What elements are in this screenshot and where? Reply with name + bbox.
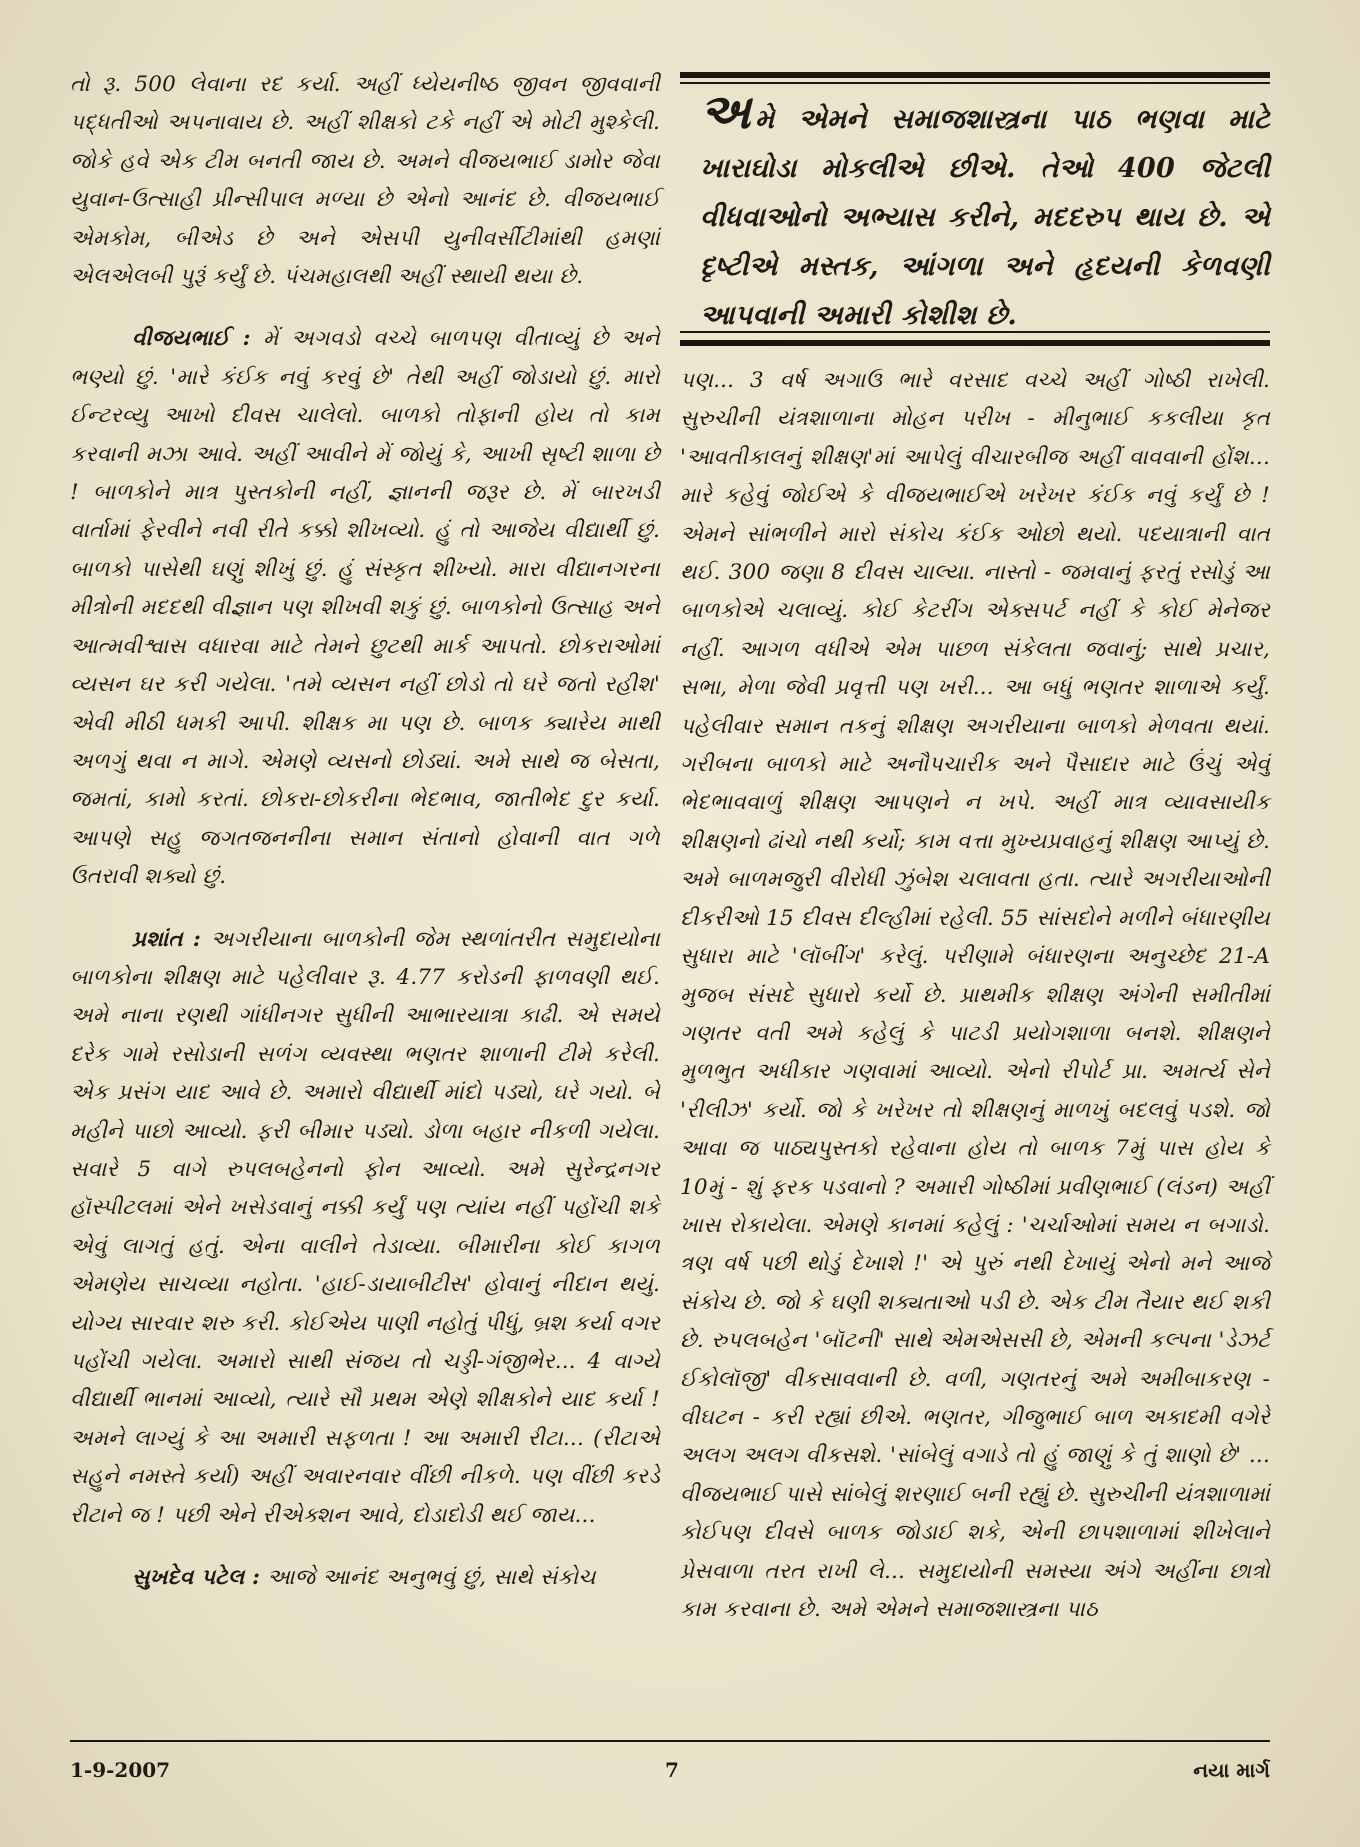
paragraph-text: અગરીયાના બાળકોની જેમ સ્થળાંતરીત સમુદાયોના બાળકોના શીક્ષણ માટે પહેલીવાર રૂ. 4.77 કરોડની ફાળવણી થઈ. અમે નાના રણથી ગાંધીનગર સુધીની આભારયાત્રા કાઢી. એ સમયે દરેક ગામે રસોડાની સળંગ વ્યવસ્થા ભણતર શાળાની ટીમે કરેલી. એક પ્રસંગ યાદ આવે છે. અમારો વીદ્યાર્થી માંદો પડ્યો, ઘરે ગયો. બે મહીને પાછો આવ્યો. ફરી બીમાર પડ્યો. ડોળા બહાર નીકળી ગયેલા. સવારે 5 વાગે રુપલબહેનનો ફોન આવ્યો. અમે સુરેન્દ્રનગર હૉસ્પીટલમાં એને ખસેડવાનું નક્કી કર્યું પણ ત્યાંય નહીં પહોંચી શકે એવું લાગતું હતું. એના વાલીને તેડાવ્યા. બીમારીના કોઈ કાગળ એમણેય સાચવ્યા નહોતા. 'હાઈ-ડાયાબીટીસ' હોવાનું નીદાન થયું. યોગ્ય સારવાર શરુ કરી. કોઈએય પાણી નહોતું પીધું, બ્રશ કર્યા વગર પહોંચી ગયેલા. અમારો સાથી સંજય તો ચડ્ડી-ગંજીભેર... 4 વાગ્યે વીદ્યાર્થી ભાનમાં આવ્યો, ત્યારે સૌ પ્રથમ એણે શીક્ષકોને યાદ કર્યા ! અમને લાગ્યું કે આ અમારી સફળતા ! આ અમારી રીટા... (રીટાએ સહુને નમસ્તે કર્યા) અહીં અવારનવાર વીંછી નીકળે. પણ વીંછી કરડે રીટાને જ ! પછી એને રીએક્શન આવે, દોડાદોડી થઈ જાય...	[70, 926, 660, 1528]
pull-quote-text: મે એમને સમાજશાસ્ત્રના પાઠ ભણવા માટે ખારાઘોડા મોકલીએ છીએ. તેઓ 400 જેટલી વીધવાઓનો અભ્યાસ કરીને, મદદરુપ થાય છે. એ દૃષ્ટીએ મસ્તક, આંગળા અને હૃદયની કેળવણી આપવાની અમારી કોશીશ છે.	[700, 104, 1270, 331]
left-paragraph-2	[70, 320, 660, 896]
footer-date: 1-9-2007	[70, 1758, 171, 1782]
callout-top-rule-thin	[680, 82, 1270, 84]
right-paragraph-1: પણ... 3 વર્ષ અગાઉ ભારે વરસાદ વચ્ચે અહીં ગોષ્ઠી રાખેલી. સુરુચીની યંત્રશાળાના મોહન પરીખ - મીનુભાઈ કકલીયા કૃત 'આવતીકાલનું શીક્ષણ'માં આપેલું વીચારબીજ અહીં વાવવાની હોંશ... મારે કહેવું જોઈએ કે વીજયભાઈએ ખરેખર કંઈક નવું કર્યું છે ! એમને સાંભળીને મારો સંકોચ કંઈક ઓછો થયો. પદયાત્રાની વાત થઈ. 300 જણા 8 દીવસ ચાલ્યા. નાસ્તો - જમવાનું ફરતું રસોડું આ બાળકોએ ચલાવ્યું. કોઈ કેટરીંગ એક્સપર્ટ નહીં કે કોઈ મેનેજર નહીં. આગળ વધીએ એમ પાછળ સંકેલતા જવાનું; સાથે પ્રચાર, સભા, મેળા જેવી પ્રવૃત્તી પણ ખરી... આ બધું ભણતર શાળાએ કર્યું. પહેલીવાર સમાન તકનું શીક્ષણ અગરીયાના બાળકો મેળવતા થયાં. ગરીબના બાળકો માટે અનૌપચારીક અને પૈસાદાર માટે ઉંચું એવું ભેદભાવવાળું શીક્ષણ આપણને ન ખપે. અહીં માત્ર વ્યાવસાયીક શીક્ષણનો ઢાંચો નથી કર્યો; કામ વત્તા મુખ્યપ્રવાહનું શીક્ષણ આપ્યું છે. અમે બાળમજુરી વીરોધી ઝુંબેશ ચલાવતા હતા. ત્યારે અગરીયાઓની દીકરીઓ 15 દીવસ દીલ્હીમાં રહેલી. 55 સાંસદોને મળીને બંધારણીય સુધારા માટે 'લૉબીંગ' કરેલું. પરીણામે બંધારણના અનુચ્છેદ 21-A મુજબ સંસદે સુધારો કર્યો છે. પ્રાથમીક શીક્ષણ અંગેની સમીતીમાં ગણતર વતી અમે કહેલું કે પાટડી પ્રયોગશાળા બનશે. શીક્ષણને મુળભુત અધીકાર ગણવામાં આવ્યો. એનો રીપોર્ટ પ્રા. અમર્ત્ય સેને 'રીલીઝ' કર્યો. જો કે ખરેખર તો શીક્ષણનું માળખું બદલવું પડશે. જો આવા જ પાઠ્યપુસ્તકો રહેવાના હોય તો બાળક 7મું પાસ હોય કે 10મું - શું ફરક પડવાનો ? અમારી ગોષ્ઠીમાં પ્રવીણભાઈ (લંડન) અહીં ખાસ રોકાયેલા. એમણે કાનમાં કહેલું : 'ચર્ચાઓમાં સમય ન બગાડો. ત્રણ વર્ષ પછી થોડું દેખાશે !' એ પુરું નથી દેખાયું એનો મને આજે સંકોચ છે. જો કે ઘણી શક્યતાઓ પડી છે. એક ટીમ તૈયાર થઈ શકી છે. રુપલબહેન 'બૉટની' સાથે એમએસસી છે, એમની કલ્પના 'ડેઝર્ટ ઈકોલૉજી' વીકસાવવાની છે. વળી, ગણતરનું અમે અમીબાકરણ - વીઘટન - કરી રહ્યાં છીએ. ભણતર, ગીજુભાઈ બાળ અકાદમી વગેરે અલગ અલગ વીકસશે. 'સાંબેલું વગાડે તો હું જાણું કે તું શાણો છે' ... વીજયભાઈ પાસે સાંબેલું શરણાઈ બની રહ્યું છે. સુરુચીની યંત્રશાળામાં કોઈપણ દીવસે બાળક જોડાઈ શકે, એની છાપશાળામાં શીખેલાને પ્રેસવાળા તરત રાખી લે... સમુદાયોની સમસ્યા અંગે અહીંના છાત્રો કામ કરવાના છે. અમે એમને સમાજશાસ્ત્રના પાઠ	[680, 368, 1270, 1622]
magazine-name: નયા માર્ગ	[1193, 1758, 1270, 1782]
page-number: 7	[665, 1758, 679, 1782]
callout-bottom-rule-thin	[680, 331, 1270, 333]
callout-top-rule	[680, 72, 1270, 78]
drop-cap: અ	[700, 84, 751, 140]
callout-bottom-rule	[680, 340, 1270, 346]
footer-rule	[70, 1740, 1270, 1742]
left-paragraph-4	[70, 1559, 660, 1597]
speaker-name: વીજયભાઈ :	[132, 326, 251, 352]
left-paragraph-1: તો રૂ. 500 લેવાના રદ કર્યા. અહીં ધ્યેયનીષ્ઠ જીવન જીવવાની પદ્ધતીઓ અપનાવાય છે. અહીં શીક્ષકો ટકે નહીં એ મોટી મુશ્કેલી. જોકે હવે એક ટીમ બનતી જાય છે. અમને વીજયભાઈ ડામોર જેવા યુવાન-ઉત્સાહી પ્રીન્સીપાલ મળ્યા છે એનો આનંદ છે. વીજયભાઈ એમકોમ, બીએડ છે અને એસપી યુનીવર્સીટીમાંથી હમણાં એલએલબી પુરૂં કર્યું છે. પંચમહાલથી અહીં સ્થાયી થયા છે.	[70, 72, 660, 290]
speaker-name: સુખદેવ પટેલ :	[132, 1565, 261, 1591]
left-column	[70, 66, 660, 1621]
left-paragraph-3	[70, 921, 660, 1536]
speaker-name: પ્રશાંત :	[132, 926, 202, 952]
paragraph-text: આજે આનંદ અનુભવું છું, સાથે સંકોચ	[260, 1565, 596, 1591]
pull-quote	[700, 84, 1270, 340]
right-column	[680, 362, 1270, 1653]
paragraph-text: મેં અગવડો વચ્ચે બાળપણ વીતાવ્યું છે અને ભણ્યો છું. 'મારે કંઈક નવું કરવું છે' તેથી અહીં જોડાયો છું. મારો ઈન્ટરવ્યુ આખો દીવસ ચાલેલો. બાળકો તોફાની હોય તો કામ કરવાની મઝા આવે. અહીં આવીને મેં જોયું કે, આખી સૃષ્ટી શાળા છે ! બાળકોને માત્ર પુસ્તકોની નહીં, જ્ઞાનની જરૂર છે. મેં બારખડી વાર્તામાં ફેરવીને નવી રીતે કક્કો શીખવ્યો. હું તો આજેય વીદ્યાર્થી છું. બાળકો પાસેથી ઘણું શીખું છું. હું સંસ્કૃત શીખ્યો. મારા વીદ્યાનગરના મીત્રોની મદદથી વીજ્ઞાન પણ શીખવી શકું છું. બાળકોનો ઉત્સાહ અને આત્મવીશ્વાસ વધારવા માટે તેમને છુટથી માર્ક આપતો. છોકરાઓમાં વ્યસન ઘર કરી ગયેલા. 'તમે વ્યસન નહીં છોડો તો ઘરે જતો રહીશ' એવી મીઠી ધમકી આપી. શીક્ષક મા પણ છે. બાળક ક્યારેય માથી અળગું થવા ન માગે. એમણે વ્યસનો છોડ્યાં. અમે સાથે જ બેસતા, જમતાં, કામો કરતાં. છોકરા-છોકરીના ભેદભાવ, જાતીભેદ દુર કર્યા. આપણે સહુ જગતજનનીના સમાન સંતાનો હોવાની વાત ગળે ઉતરાવી શક્યો છું.	[70, 326, 660, 890]
